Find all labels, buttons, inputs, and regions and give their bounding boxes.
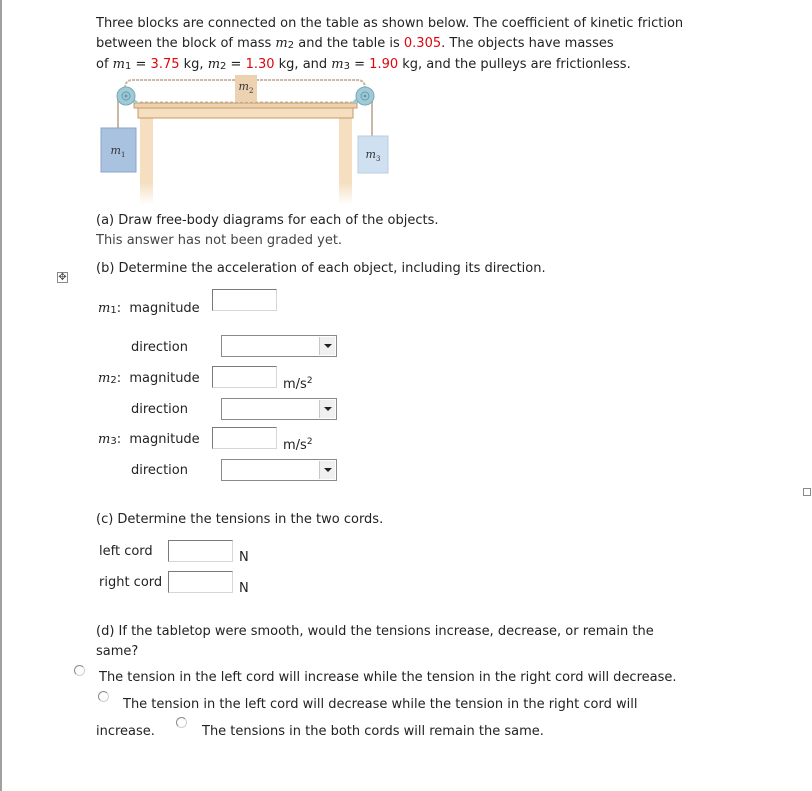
option-3-label[interactable]: The tensions in the both cords will remain the same. [202,724,544,739]
figure-drawing [95,75,395,205]
problem-statement [96,14,716,77]
option-3-radio[interactable] [176,717,187,728]
m1-magnitude-label: $m_1$: magnitude [98,301,200,316]
grading-status: This answer has not been graded yet. [96,233,343,248]
m3-unit: $m/s^2$ [283,437,313,453]
m1-direction-label: direction [131,340,188,355]
option-2-label-cont[interactable]: increase. [96,724,155,739]
m2-unit: $m/s^2$ [283,376,313,392]
right-cord-unit: N [239,581,249,596]
m3-magnitude-label: $m_3$: magnitude [98,432,200,447]
m2-direction-label: direction [131,402,188,417]
m3-direction-label: direction [131,463,188,478]
right-cord-input[interactable] [168,571,233,593]
option-2-radio[interactable] [98,691,109,702]
pulley-table-figure [95,75,395,205]
option-2-label[interactable]: The tension in the left cord will decrease while the tension in the right cord will [123,697,638,712]
m2-block-label: $m_2$ [238,80,254,95]
right-cord-label: right cord [99,575,163,590]
chevron-down-icon[interactable] [319,400,335,418]
move-icon[interactable]: ✥ [58,272,67,283]
side-checkbox[interactable] [803,488,811,496]
part-a-prompt: (a) Draw free-body diagrams for each of the objects. [96,213,439,228]
svg-text:m3: $m_3$ [365,148,381,163]
part-d-prompt-line-2: same? [96,644,139,659]
m3-value: 1.90 [369,57,399,72]
intro-line-1: Three blocks are connected on the table as shown below. The coefficient of kinetic friction [96,16,684,31]
part-d-prompt-line-1: (d) If the tabletop were smooth, would the tensions increase, decrease, or remain the [96,624,654,639]
svg-text:m1: $m_1$ [110,144,126,159]
part-c-prompt: (c) Determine the tensions in the two cords. [96,512,384,527]
m3-magnitude-input[interactable] [212,427,277,449]
m1-direction-select[interactable] [221,335,337,357]
intro-line-3: of $m_1 = 3.75$ kg, $m_2 = 1.30$ kg, and $m_3 = 1.90$ kg, and the pulleys are frictionless. [96,57,631,72]
option-1-label[interactable]: The tension in the left cord will increase while the tension in the right cord will decrease. [99,670,677,685]
m1-value: 3.75 [150,57,180,72]
chevron-down-icon[interactable] [319,337,335,355]
left-cord-label: left cord [99,544,153,559]
m2-magnitude-label: $m_2$: magnitude [98,371,200,386]
left-cord-unit: N [239,550,249,565]
m2-direction-select[interactable] [221,398,337,420]
chevron-down-icon[interactable] [319,461,335,479]
friction-coefficient: 0.305 [403,35,442,51]
intro-line-2: between the block of mass $m_2$ and the table is 0.305. The objects have masses [96,35,614,51]
option-1-radio[interactable] [74,665,85,676]
m3-direction-select[interactable] [221,459,337,481]
m2-magnitude-input[interactable] [212,366,277,388]
left-border [0,0,2,791]
m2-value: 1.30 [245,57,275,72]
m1-magnitude-input[interactable] [212,289,277,311]
left-cord-input[interactable] [168,540,233,562]
part-b-prompt: (b) Determine the acceleration of each object, including its direction. [96,261,546,276]
